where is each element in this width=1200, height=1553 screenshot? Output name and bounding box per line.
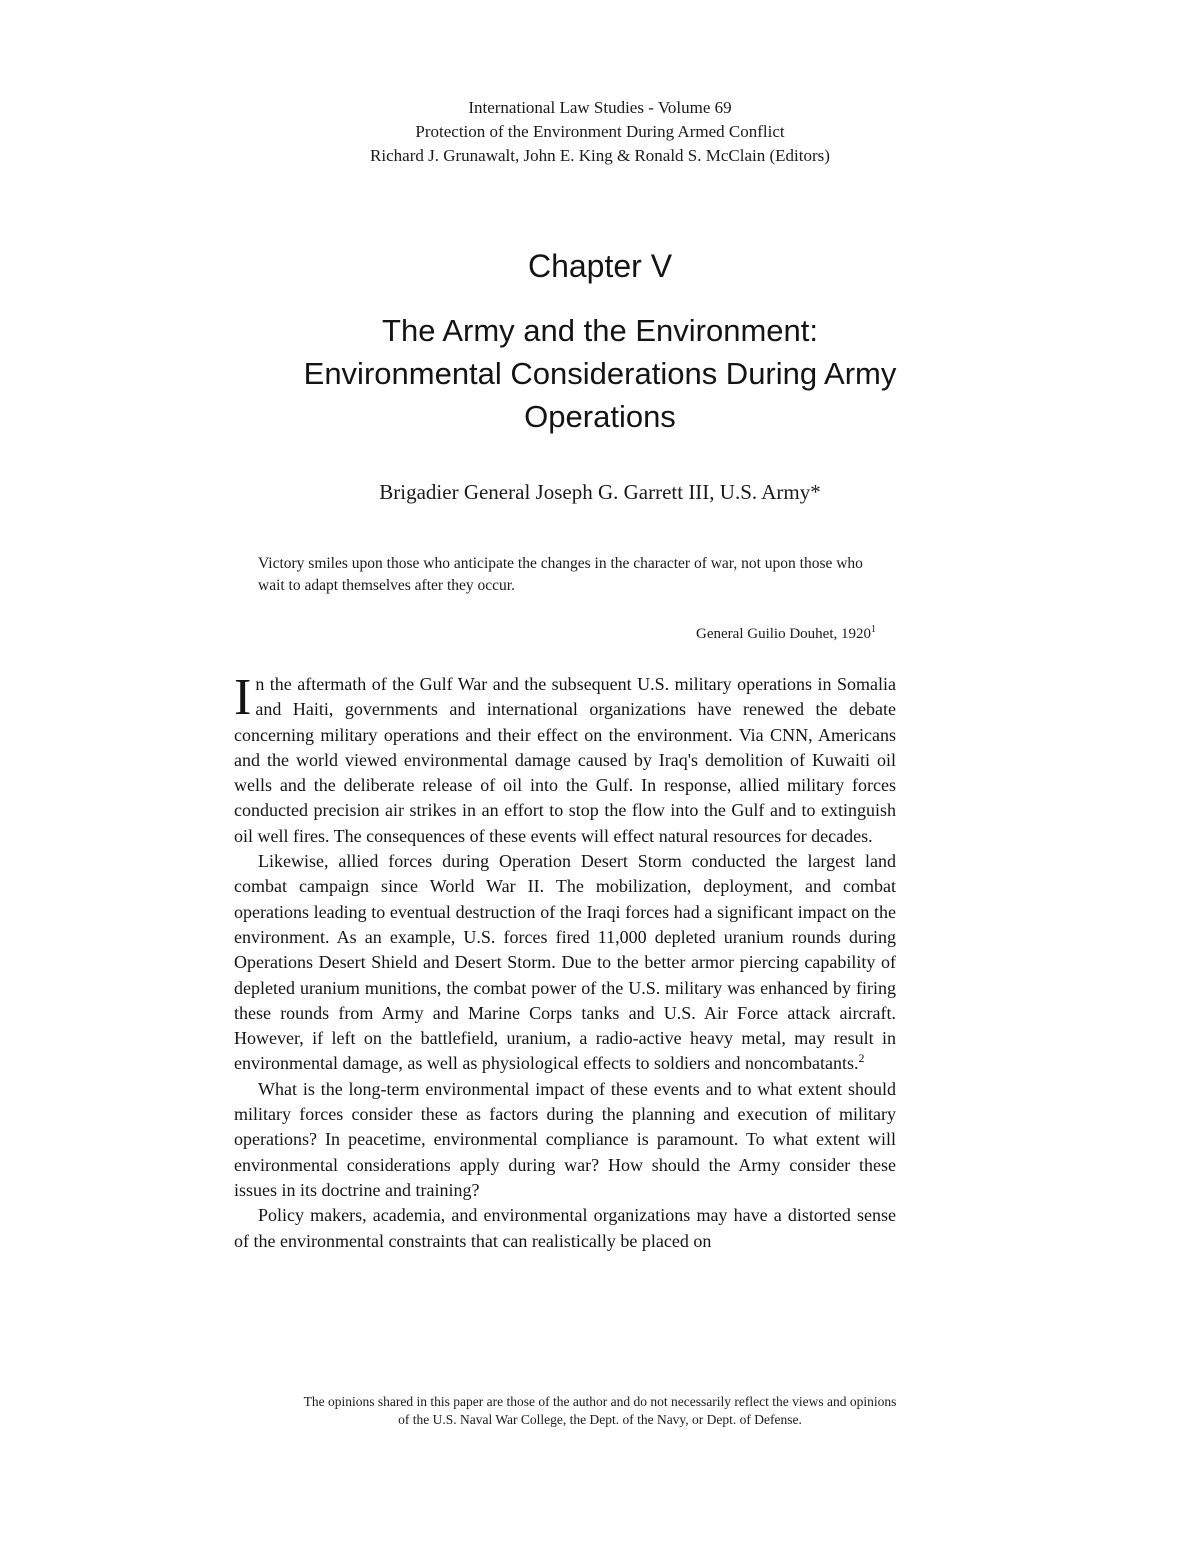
title-line-1: The Army and the Environment:: [382, 313, 818, 348]
drop-cap: I: [234, 669, 252, 726]
footnote-ref-1: 1: [871, 624, 876, 635]
paragraph-2-text: Likewise, allied forces during Operation Desert Storm conducted the largest land combat campaign since World War II. The mobilization, deployment, and combat operations leading to eventual destruction of the Iraqi forces had a significant impact on the environment. As an example, U.S. forces fired 11,000 depleted uranium rounds during Operations Desert Shield and Desert Storm. Due to the better armor piercing capability of depleted uranium munitions, the combat power of the U.S. military was enhanced by firing these rounds from Army and Marine Corps tanks and U.S. Air Force attack aircraft. However, if left on the battlefield, uranium, a radio-active heavy metal, may result in environmental damage, as well as physiological effects to soldiers and noncombatants.: [234, 851, 896, 1074]
author-byline: Brigadier General Joseph G. Garrett III, U.S. Army*: [379, 480, 821, 504]
paragraph-1: [234, 669, 896, 849]
epigraph-attribution: [500, 620, 876, 644]
disclaimer-line-1: The opinions shared in this paper are those of the author and do not necessarily reflect the views and opinions: [303, 1394, 897, 1409]
disclaimer-footer: [0, 1393, 1200, 1429]
disclaimer-line-2: of the U.S. Naval War College, the Dept. of the Navy, or Dept. of Defense.: [398, 1412, 802, 1427]
body-text: [234, 669, 896, 1254]
title-line-3: Operations: [524, 399, 676, 434]
epigraph-quote: Victory smiles upon those who anticipate the changes in the character of war, not upon those who wait to adapt themselves after they occur.: [258, 555, 863, 594]
footnote-ref-2: 2: [858, 1051, 865, 1066]
paragraph-3: What is the long-term environmental impact of these events and to what extent should military forces consider these as factors during the planning and execution of military operations? In peacetime, environmental compliance is paramount. To what extent will environmental considerations apply during war? How should the Army consider these issues in its doctrine and training?: [234, 1078, 896, 1200]
paragraph-4: Policy makers, academia, and environmental organizations may have a distorted sense of the environmental constraints that can realistically be placed on: [234, 1205, 896, 1251]
paragraph-1-text: n the aftermath of the Gulf War and the subsequent U.S. military operations in Somalia and Haiti, governments and international organizations have renewed the debate concerning military operations and their effect on the environment. Via CNN, Americans and the world viewed environmental damage caused by Iraq's demolition of Kuwaiti oil wells and the deliberate release of oil into the Gulf. In response, allied military forces conducted precision air strikes in an effort to stop the flow into the Gulf and to extinguish oil well fires. The consequences of these events will effect natural resources for decades.: [234, 674, 896, 846]
chapter-heading: Chapter V: [527, 248, 673, 284]
editors-line: Richard J. Grunawalt, John E. King & Ronald S. McClain (Editors): [370, 146, 830, 165]
chapter-title: [200, 309, 1000, 438]
attribution-text: General Guilio Douhet, 1920: [696, 626, 871, 642]
series-title: International Law Studies - Volume 69: [468, 98, 732, 117]
paragraph-2: [234, 849, 896, 1077]
title-line-2: Environmental Considerations During Army: [303, 356, 897, 391]
publication-header: [0, 96, 1200, 168]
volume-title: Protection of the Environment During Armed Conflict: [415, 122, 785, 141]
